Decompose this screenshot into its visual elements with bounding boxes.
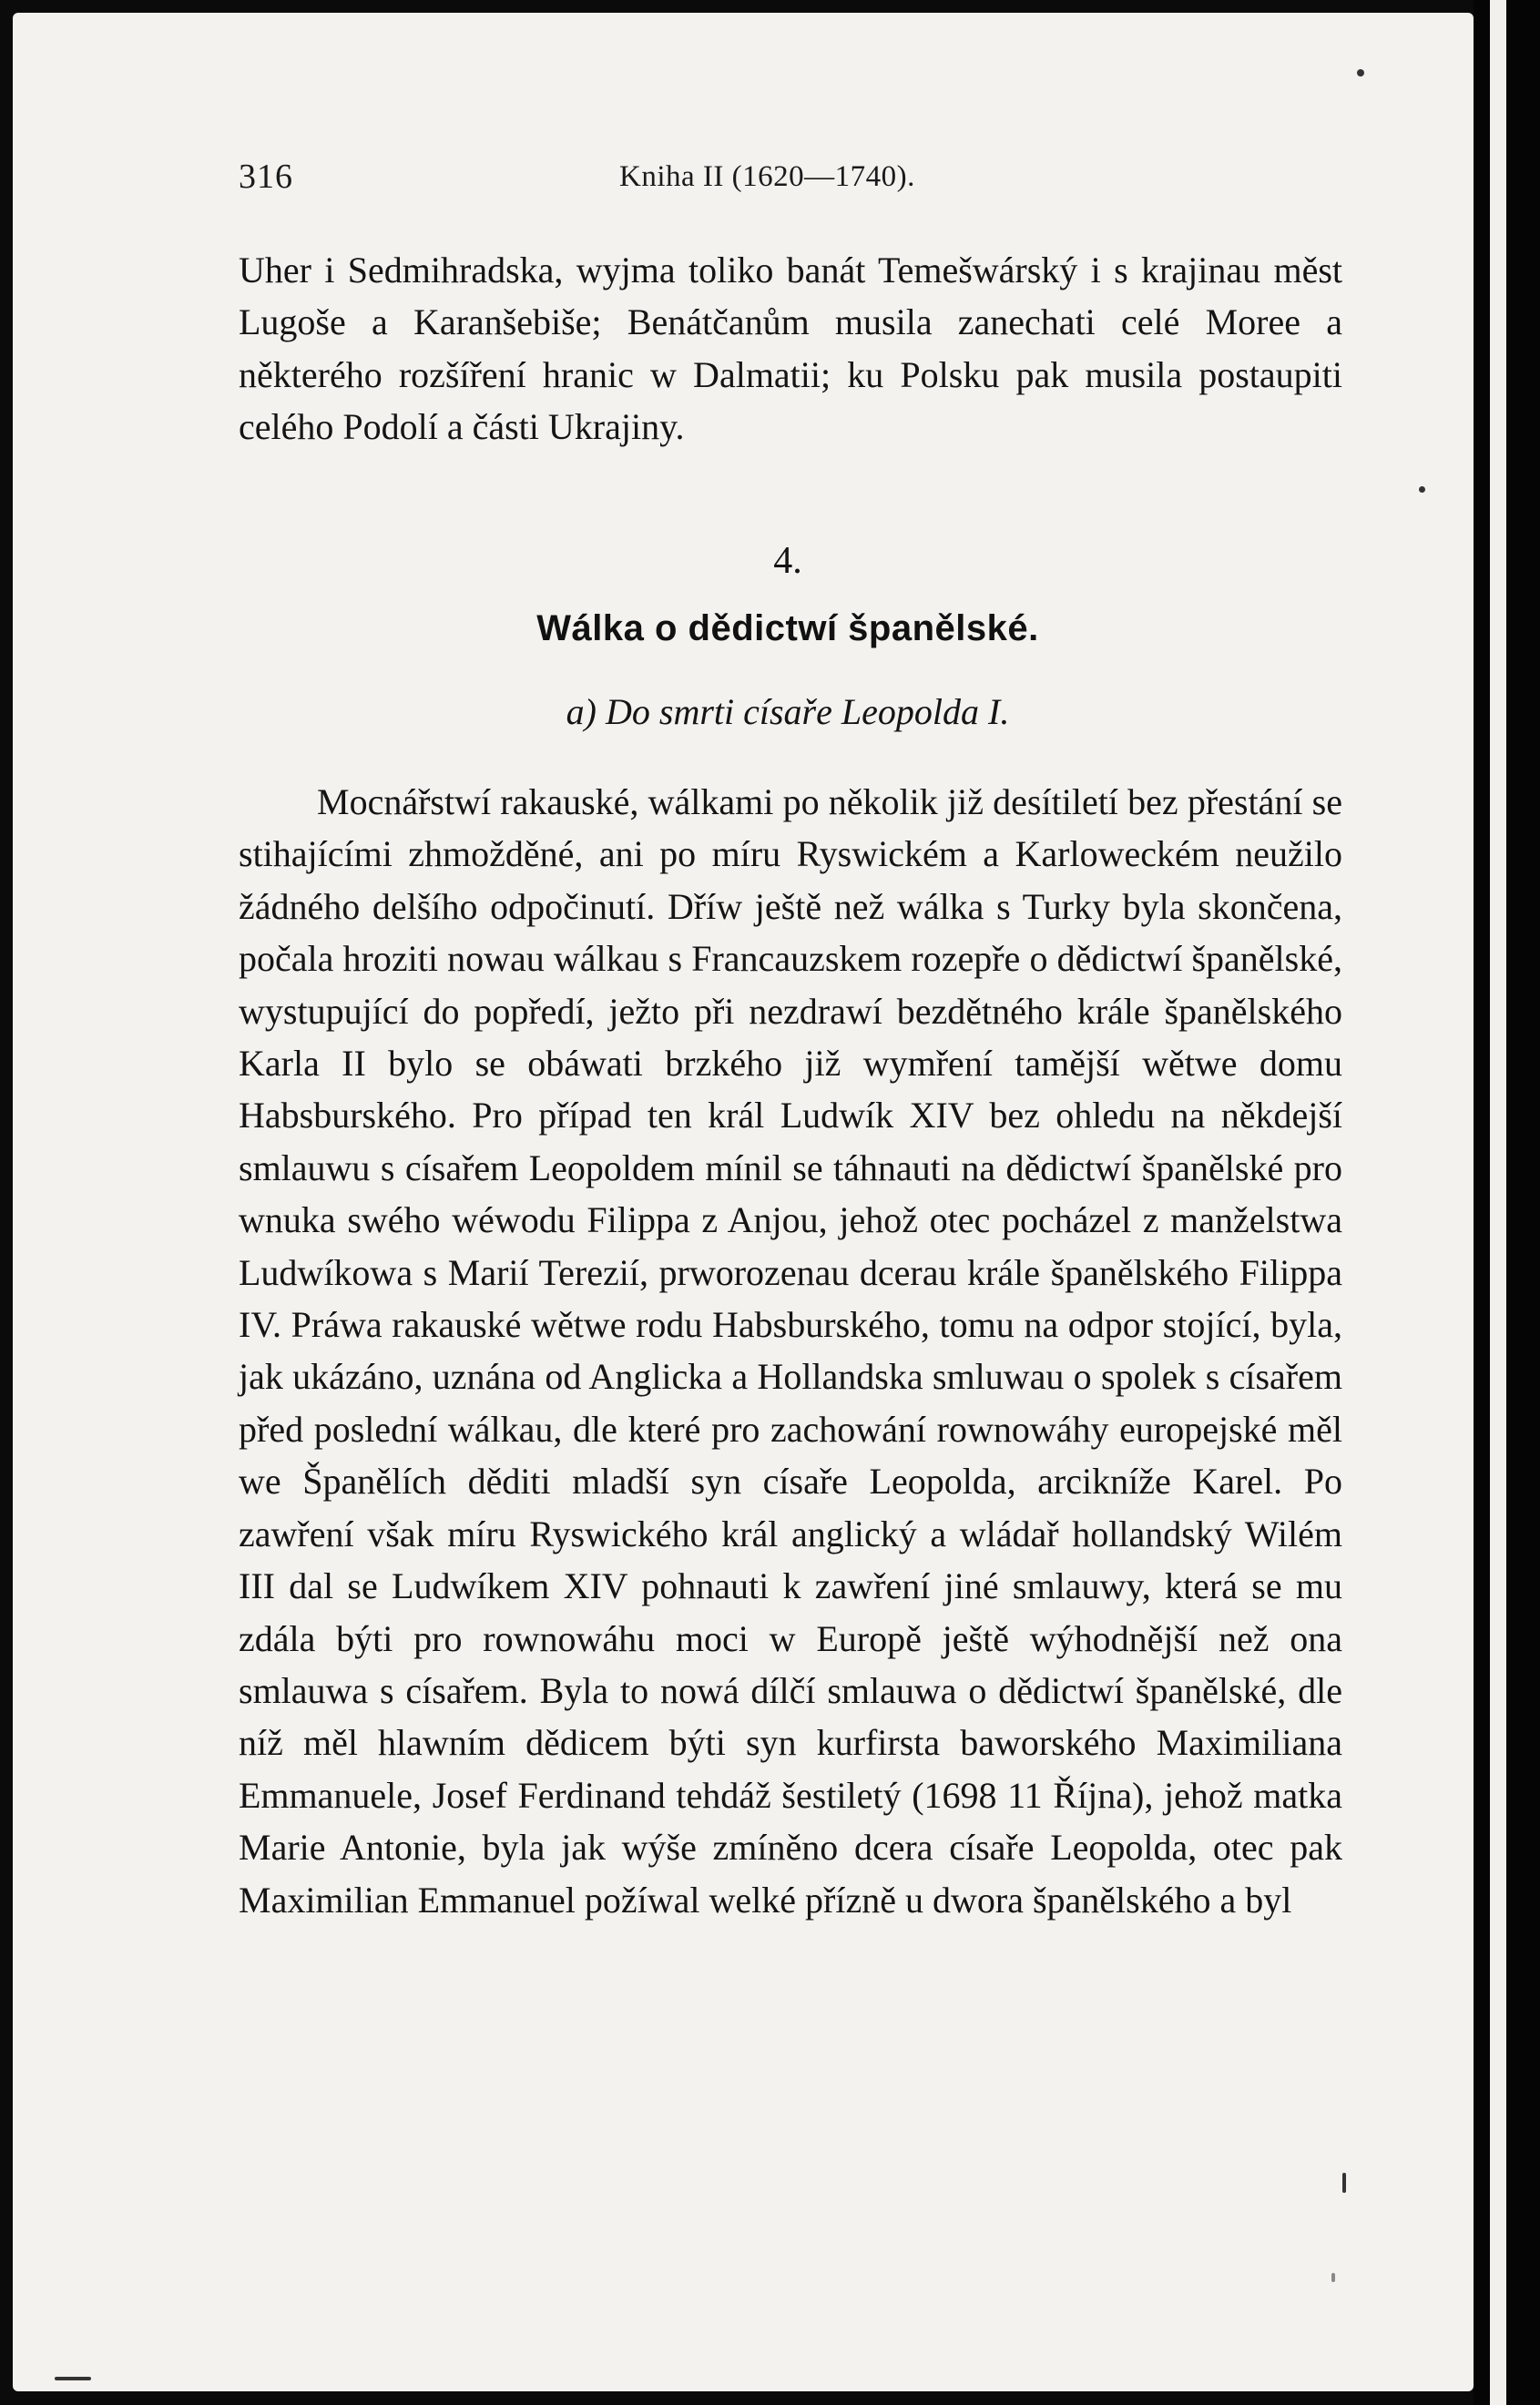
continuation-paragraph: Uher i Sedmihradska, wyjma toliko banát Temešwárský i s krajinau měst Lugoše a Karanšebiše; Benátčanům musila zanechati celé Moree a některého rozšíření hranic w Dalmatii; ku Polsku pak musila postaupiti celého Podolí a části Ukrajiny. [239, 250, 1342, 448]
main-paragraph: Mocnářstwí rakauské, wálkami po několik již desítiletí bez přestání se stihajícími zhmožděné, ani po míru Ryswickém a Karloweckém neužilo žádného delšího odpočinutí. Dříw ještě než wálka s Turky byla skončena, počala hroziti nowau wálkau s Francauzskem rozepře o dědictwí španělské, wystupující do popředí, ježto při nezdrawí bezdětného krále španělského Karla II bylo se obáwati brzkého již wymření tamější wětwe domu Habsburského. Pro případ ten král Ludwík XIV bez ohledu na někdejší smlauwu s císařem Leopoldem mínil se táhnauti na dědictwí španělské pro wnuka swého wéwodu Filippa z Anjou, jehož otec pocházel z manželstwa Ludwíkowa s Marií Terezií, prworozenau dcerau krále španělského Filippa IV. Práwa rakauské wětwe rodu Habsburského, tomu na odpor stojící, byla, jak ukázáno, uznána od Anglicka a Hollandska smluwau o spolek s císařem před poslední wálkau, dle které pro zachowání rownowáhy europejské měl we Španělích děditi mladší syn císaře Leopolda, arcikníže Karel. Po zawření však míru Ryswického král anglický a wládař hollandský Wilém III dal se Ludwíkem XIV pohnauti k zawření jiné smlauwy, která se mu zdála býti pro rownowáhu moci w Europě ještě wýhodnější než ona smlauwa s císařem. Byla to nowá dílčí smlauwa o dědictwí španělské, dle níž měl hlawním dědicem býti syn kurfirsta baworského Maximiliana Emmanuele, Josef Ferdinand tehdáž šestiletý (1698 11 Října), jehož matka Marie Antonie, byla jak wýše zmíněno dcera císaře Leopolda, otec pak Maximilian Emmanuel požíwal welké přízně u dwora španělského a byl [239, 781, 1342, 1921]
scan-speck [55, 2377, 91, 2380]
page-header [239, 157, 1350, 202]
scan-speck [1357, 69, 1364, 76]
scan-speck [1419, 486, 1425, 493]
running-head: Kniha II (1620—1740). [619, 160, 915, 193]
section-number: 4. [773, 540, 802, 582]
next-page-edge [1490, 0, 1506, 2405]
dark-scan-edge [1474, 0, 1540, 2405]
page-number: 316 [239, 158, 293, 196]
subsection-title: a) Do smrti císaře Leopolda I. [566, 691, 1010, 732]
section-title: Wálka o dědictwí španělské. [536, 608, 1039, 648]
scan-speck [1342, 2173, 1346, 2193]
scan-speck [1331, 2273, 1335, 2282]
